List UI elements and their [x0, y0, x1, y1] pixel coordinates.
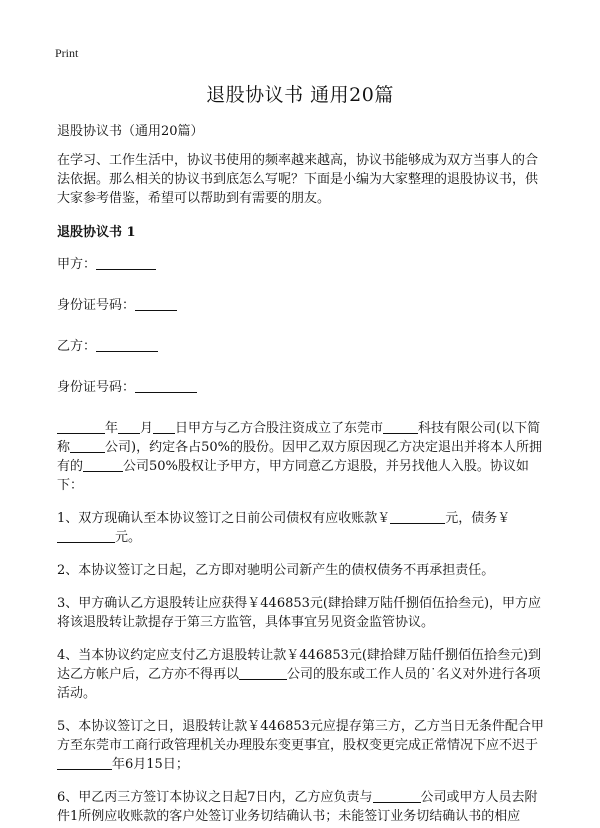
- document-subtitle: 退股协议书（通用20篇）: [57, 124, 204, 139]
- party-b-field: [57, 337, 550, 356]
- clause-5-year-blank: [57, 755, 112, 770]
- clause-1: [57, 509, 550, 547]
- document-body: [57, 122, 550, 828]
- section-heading: 退股协议书 1: [57, 225, 136, 240]
- company-transfer-blank: [83, 457, 123, 472]
- party-b-id-blank: [135, 378, 197, 393]
- print-label[interactable]: Print: [55, 46, 79, 60]
- clause-4: [57, 646, 550, 703]
- party-b-id-field: [57, 378, 550, 397]
- clause-5-text-a: 5、本协议签订之日，退股转让款￥446853元应提存第三方，乙方当日无条件配合甲方至东莞市工商行政管理机关办理股东变更事宜，股权变更完成正常情况下应不迟于: [57, 719, 544, 753]
- clause-3: 3、甲方确认乙方退股转让应获得￥446853元(肆拾肆万陆仟捌佰伍拾叁元)，甲方应将该退股转让款提存于第三方监管，具体事宜另见资金监管协议。: [57, 596, 542, 630]
- day-blank: [153, 419, 175, 434]
- debt-blank: [57, 528, 115, 543]
- party-b-id-label: 身份证号码：: [57, 380, 136, 395]
- preamble-text-3: 公司)，约定各占50%的股份。因甲乙双方原因现乙方决定退出并将本人所拥有的: [57, 440, 542, 474]
- intro-paragraph: 在学习、工作生活中，协议书使用的频率越来越高，协议书能够成为双方当事人的合法依据。那么相关的协议书到底怎么写呢？下面是小编为大家整理的退股协议书，供大家参考借鉴，希望可以帮助到有需要的朋友。: [57, 153, 539, 206]
- clause-1-text-a: 1、双方现确认至本协议签订之日前公司债权有应收账款￥: [57, 511, 391, 526]
- party-a-id-blank: [135, 296, 177, 311]
- month-blank: [118, 419, 140, 434]
- clause-6: [57, 788, 550, 826]
- receivables-blank: [390, 509, 445, 524]
- clause-5: [57, 717, 550, 774]
- clause-4-text-b: 公司的股东或工作人员的˙名义对外进行各项活动。: [57, 667, 541, 701]
- clause-1-text-c: 元。: [115, 530, 142, 545]
- clause-6-text-b: 公司或甲方人员去附件1所例应收账款的客户处签订业务切结确认书；未能签订业务切结确认书的相应: [57, 790, 538, 824]
- company-short-blank: [70, 438, 105, 453]
- clause-6-text-a: 6、甲乙丙三方签订本协议之日起7日内，乙方应负责与: [57, 790, 373, 805]
- clause-5-text-b: 年6月15日；: [112, 757, 189, 772]
- year-blank: [57, 419, 105, 434]
- preamble-text-1: 日甲方与乙方合股注资成立了东莞市: [175, 421, 384, 436]
- preamble-text-year: 年: [105, 421, 119, 436]
- clause-2: 2、本协议签订之日起，乙方即对驰明公司新产生的债权债务不再承担责任。: [57, 563, 495, 578]
- preamble-text-4: 公司50%股权让予甲方，甲方同意乙方退股，并另找他人入股。协议如下：: [57, 459, 529, 493]
- company-name-blank: [383, 419, 418, 434]
- party-a-label: 甲方：: [57, 257, 97, 272]
- party-a-blank: [96, 255, 156, 270]
- document-title: 退股协议书 通用20篇: [206, 84, 394, 106]
- preamble-text-2: 科技有限公司(以下简称: [57, 421, 541, 455]
- clause-1-text-b: 元，债务￥: [445, 511, 511, 526]
- clause-6-company-blank: [373, 788, 421, 803]
- party-b-blank: [96, 337, 158, 352]
- clause-4-text-a: 4、当本协议约定应支付乙方退股转让款￥446853元(肆拾肆万陆仟捌佰伍拾叁元)到达乙方帐户后，乙方亦不得再以: [57, 648, 542, 682]
- party-a-id-field: [57, 296, 550, 315]
- party-b-label: 乙方：: [57, 339, 97, 354]
- preamble-paragraph: [57, 419, 550, 495]
- party-a-id-label: 身份证号码：: [57, 298, 136, 313]
- clause-4-company-blank: [239, 665, 287, 680]
- party-a-field: [57, 255, 550, 274]
- preamble-text-month: 月: [140, 421, 154, 436]
